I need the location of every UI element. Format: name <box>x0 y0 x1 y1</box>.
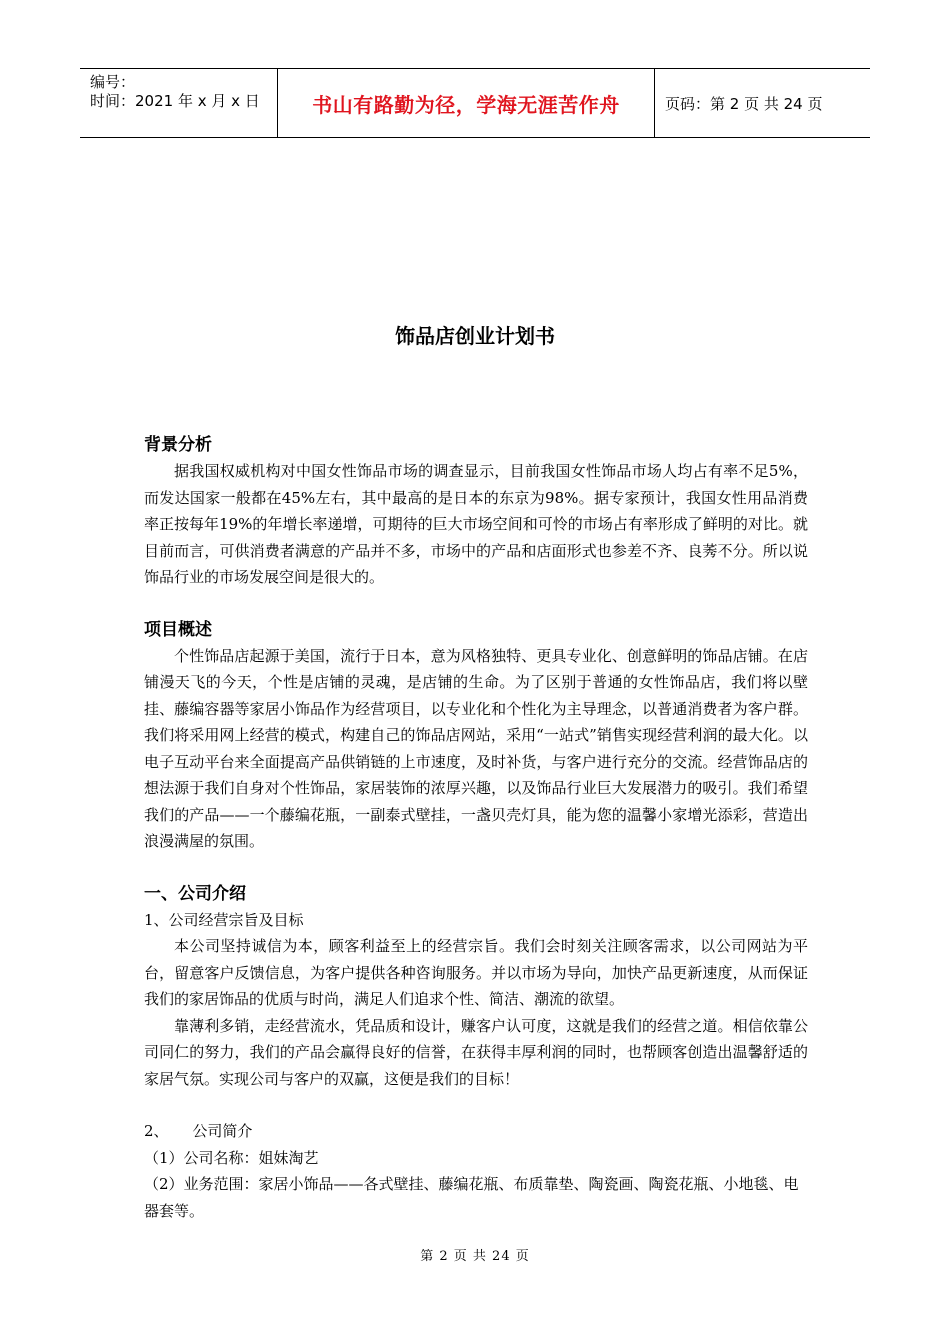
document-body <box>144 432 808 1224</box>
page-header <box>80 68 870 138</box>
company-scope-item: （2）业务范围：家居小饰品——各式壁挂、藤编花瓶、布质靠垫、陶瓷画、陶瓷花瓶、小地毯、电器套等。 <box>144 1175 799 1220</box>
section-heading-overview: 项目概述 <box>144 619 212 640</box>
company-name-item: （1）公司名称：姐妹淘艺 <box>144 1148 319 1167</box>
company-goal-paragraph: 靠薄利多销，走经营流水，凭品质和设计，赚客户认可度，这就是我们的经营之道。相信依靠公司同仁的努力，我们的产品会赢得良好的信誉，在获得丰厚利润的同时，也帮顾客创造出温馨舒适的家居气氛。实现公司与客户的双赢，这便是我们的目标！ <box>144 1016 808 1088</box>
number-label: 编号： <box>90 73 136 91</box>
company-purpose-paragraph: 本公司坚持诚信为本，顾客利益至上的经营宗旨。我们会时刻关注顾客需求，以公司网站为平台，留意客户反馈信息，为客户提供各种咨询服务。并以市场为导向，加快产品更新速度，从而保证我们的家居饰品的优质与时尚，满足人们追求个性、简洁、潮流的欲望。 <box>144 937 808 1008</box>
header-motto: 书山有路勤为径，学海无涯苦作舟 <box>278 69 655 137</box>
page-footer: 第 2 页 共 24 页 <box>420 1249 530 1264</box>
section-heading-company: 一、公司介绍 <box>144 883 246 904</box>
company-subsection-2-title: 2、 公司简介 <box>144 1122 253 1140</box>
background-paragraph: 据我国权威机构对中国女性饰品市场的调查显示，目前我国女性饰品市场人均占有率不足5%，而发达国家一般都在45%左右，其中最高的是日本的东京为98%。据专家预计，我国女性用品消费率正按每年19%的年增长率递增，可期待的巨大市场空间和可怜的市场占有率形成了鲜明的对比。就目前而言，可供消费者满意的产品并不多，市场中的产品和店面形式也参差不齐、良莠不分。所以说饰品行业的市场发展空间是很大的。 <box>144 462 808 586</box>
overview-paragraph: 个性饰品店起源于美国，流行于日本，意为风格独特、更具专业化、创意鲜明的饰品店铺。在店铺漫天飞的今天，个性是店铺的灵魂，是店铺的生命。为了区别于普通的女性饰品店，我们将以壁挂、藤编容器等家居小饰品作为经营项目，以专业化和个性化为主导理念，以普通消费者为客户群。我们将采用网上经营的模式，构建自己的饰品店网站，采用“一站式”销售实现经营利润的最大化。以电子互动平台来全面提高产品供销链的上市速度，及时补货，与客户进行充分的交流。经营饰品店的想法源于我们自身对个性饰品，家居装饰的浓厚兴趣，以及饰品行业巨大发展潜力的吸引。我们希望我们的产品——一个藤编花瓶，一副泰式壁挂，一盏贝壳灯具，能为您的温馨小家增光添彩，营造出浪漫满屋的氛围。 <box>144 646 808 850</box>
date-label: 时间：2021 年 x 月 x 日 <box>90 92 260 110</box>
section-heading-background: 背景分析 <box>144 435 212 455</box>
header-page-label: 页码：第 2 页 共 24 页 <box>665 94 823 113</box>
company-subsection-1-title: 1、公司经营宗旨及目标 <box>144 910 304 929</box>
document-title: 饰品店创业计划书 <box>395 324 555 348</box>
header-meta <box>80 69 278 137</box>
